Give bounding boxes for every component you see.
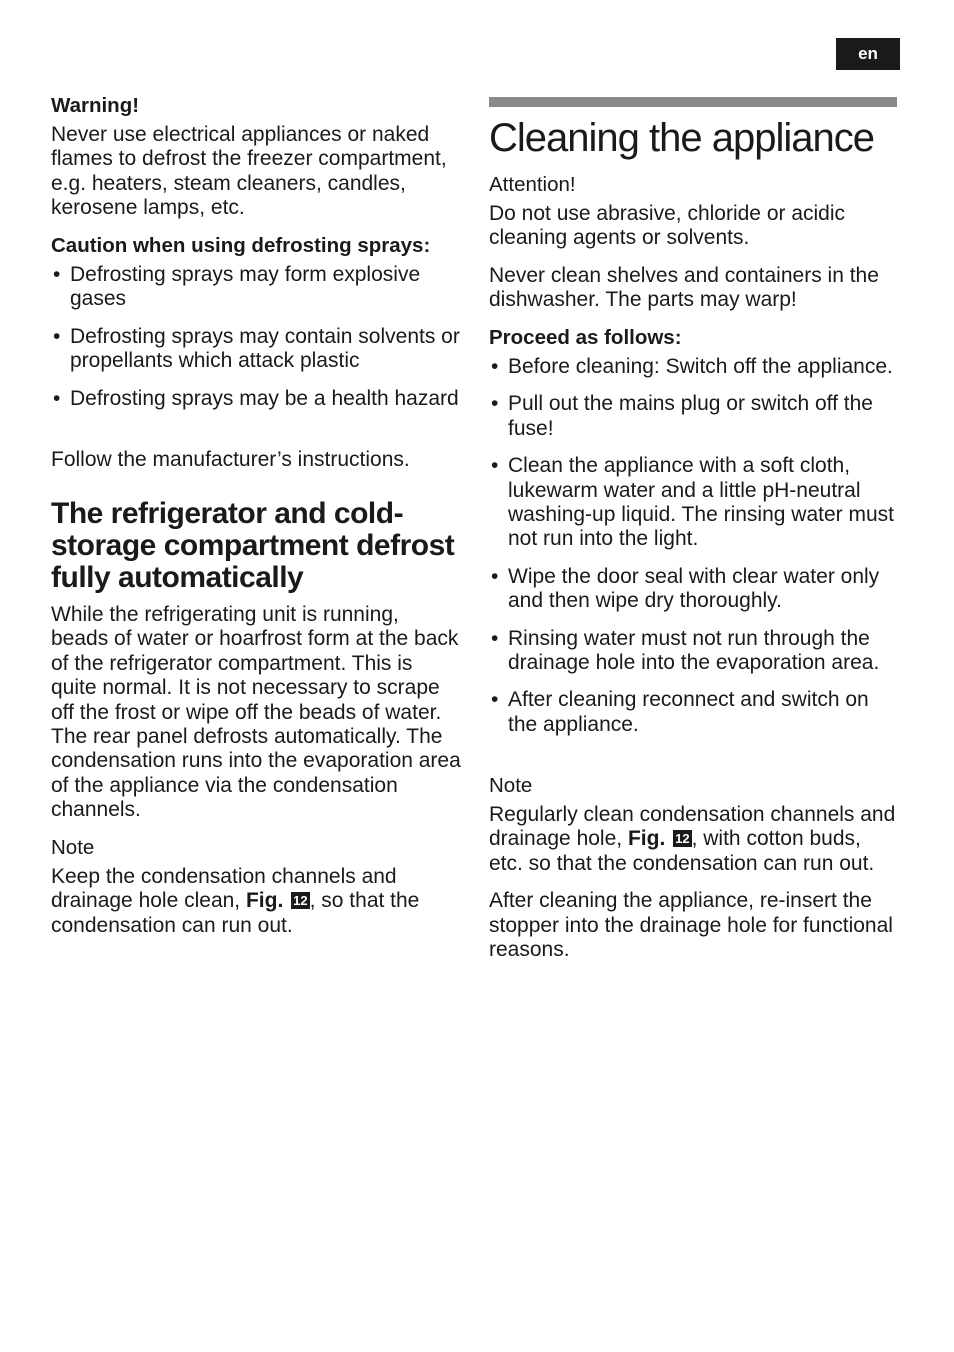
caution-block (51, 234, 461, 424)
attention-text: Do not use abrasive, chloride or acidic cleaning agents or solvents. (489, 202, 846, 250)
figure-number-badge: 12 (675, 831, 690, 847)
warning-block (51, 94, 461, 221)
proceed-list (489, 355, 899, 737)
figure-reference: Fig. (245, 889, 284, 913)
dishwasher-warning-text: Never clean shelves and containers in the dishwasher. The parts may warp! (489, 263, 879, 312)
figure-number-badge: 12 (293, 893, 308, 909)
warning-label: Warning! (51, 94, 140, 117)
note-label: Note (489, 774, 533, 797)
list-item: • Pull out the mains plug or switch off the fuse! (489, 392, 899, 441)
list-item: • Rinsing water must not run through the drainage hole into the evaporation area. (489, 627, 899, 676)
after-cleaning-text: After cleaning the appliance, re-insert the stopper into the drainage hole for functional reasons. (489, 889, 893, 962)
list-item: • Defrosting sprays may form explosive gases (51, 263, 461, 312)
warning-text: Never use electrical appliances or naked flames to defrost the freezer compartment, e.g. heaters, steam cleaners, candles, kerosene lamps, etc. (51, 123, 447, 220)
list-item: • Wipe the door seal with clear water only and then wipe dry thoroughly. (489, 565, 899, 614)
caution-label: Caution when using defrosting sprays: (51, 234, 431, 257)
list-item: • Before cleaning: Switch off the appliance. (489, 355, 899, 379)
figure-reference: Fig. (627, 827, 666, 851)
left-note-block (51, 836, 461, 938)
section-heading-defrost: The refrigerator and cold-storage compartment defrost fully automatically (51, 497, 455, 594)
list-item: • Defrosting sprays may contain solvents or propellants which attack plastic (51, 325, 461, 374)
section-divider-bar (489, 97, 897, 107)
attention-label: Attention! (489, 173, 576, 196)
note-text: Keep the condensation channels and drainage hole clean, Fig. 12, so that the condensation can run out. (51, 865, 420, 937)
defrost-body-text: While the refrigerating unit is running, beads of water or hoarfrost form at the back of the refrigerator compartment. This is quite normal. It is not necessary to scrape off the frost or wipe off the beads of water. The rear panel defrosts automatically. The condensation runs into the evaporation area of the appliance via the condensation channels. (51, 603, 461, 822)
list-item: • Defrosting sprays may be a health hazard (51, 387, 461, 411)
list-item: • Clean the appliance with a soft cloth, lukewarm water and a little pH-neutral washing-up liquid. The rinsing water must not run into the light. (489, 454, 899, 552)
note-label: Note (51, 836, 95, 859)
right-note-block (489, 774, 899, 962)
follow-instructions-text: Follow the manufacturer’s instructions. (51, 448, 410, 471)
list-item: • After cleaning reconnect and switch on the appliance. (489, 688, 899, 737)
caution-list (51, 263, 461, 411)
proceed-block (489, 326, 899, 750)
note-text: Regularly clean condensation channels and drainage hole, Fig. 12, with cotton buds, etc. so that the condensation can run out. (489, 803, 896, 875)
page-title: Cleaning the appliance (489, 116, 874, 160)
proceed-label: Proceed as follows: (489, 326, 682, 349)
attention-block (489, 173, 899, 313)
language-badge: en (836, 38, 900, 70)
